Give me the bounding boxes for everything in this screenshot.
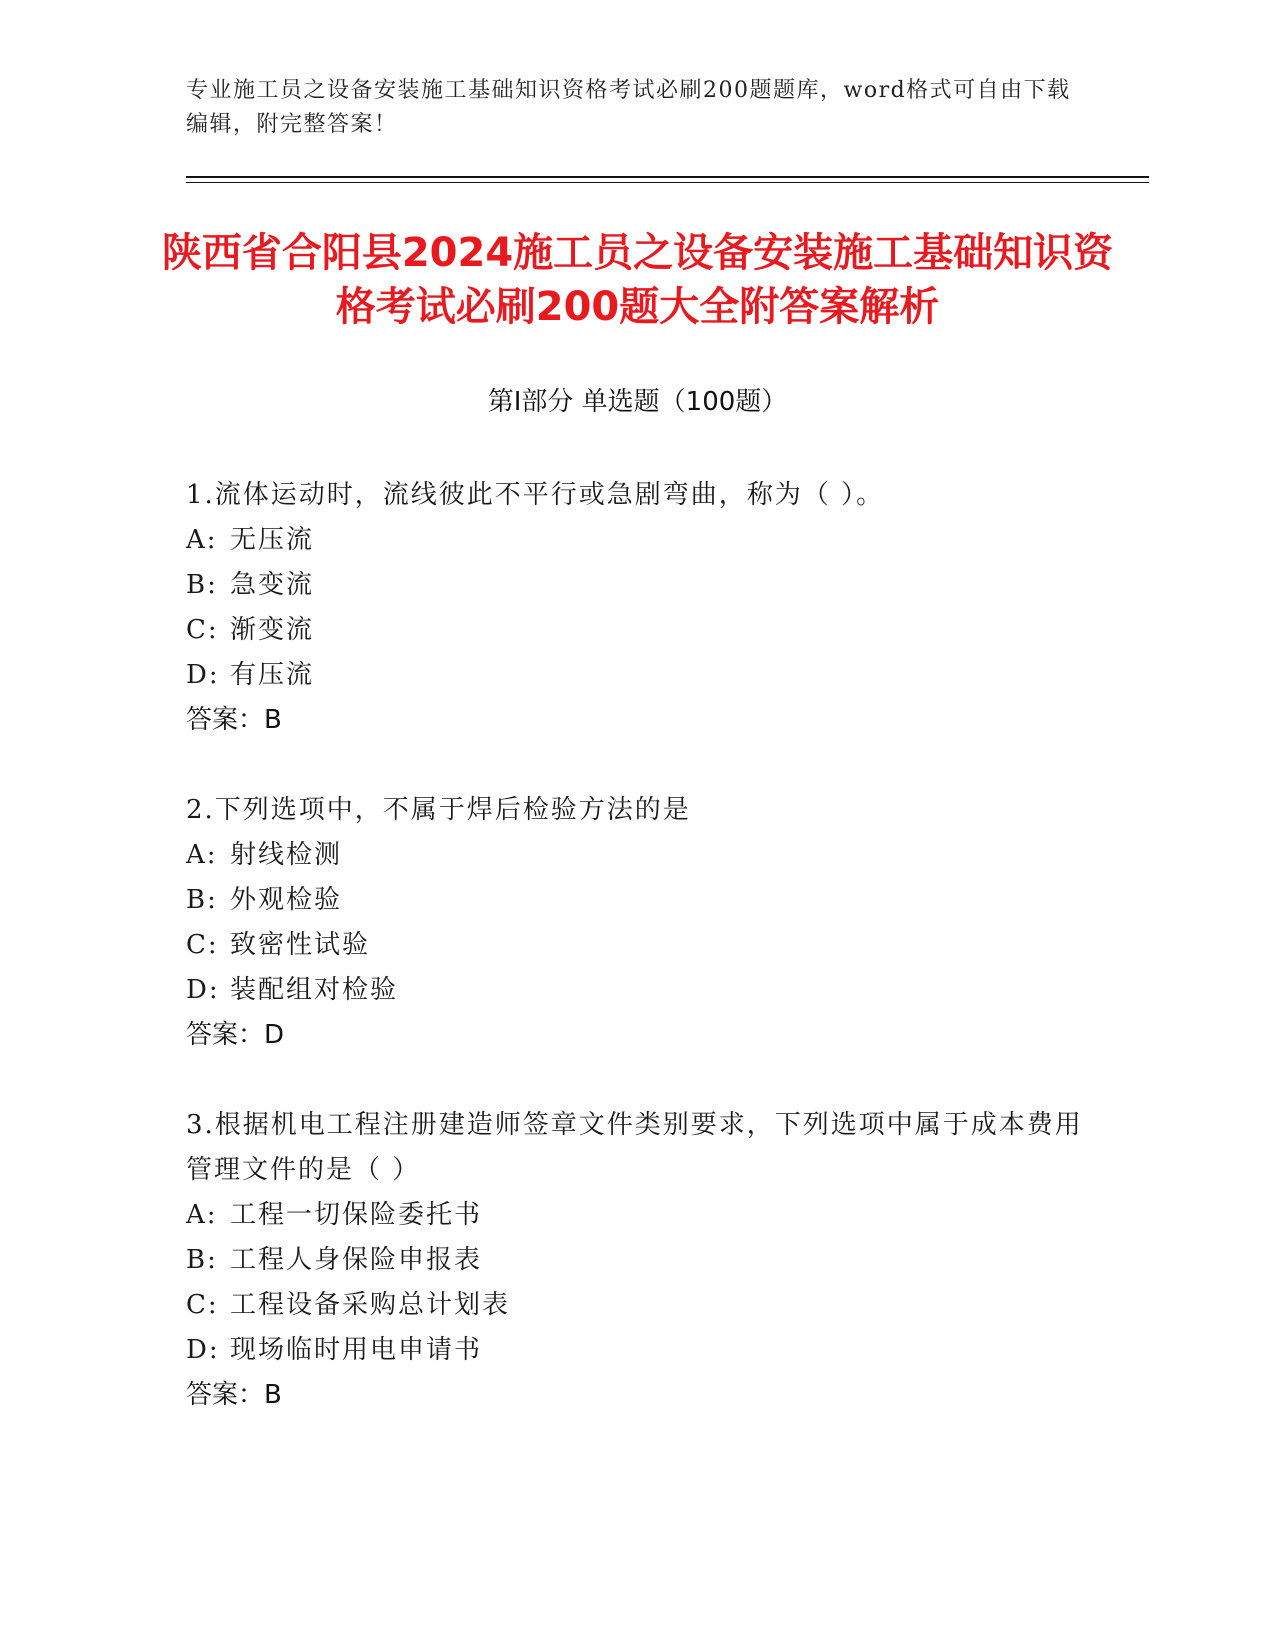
option-b [186,563,1086,608]
header-rule-thick [186,176,1149,178]
section-heading: 第Ⅰ部分 单选题（100题） [487,387,788,417]
option-a [186,833,1086,878]
option-text: 工程设备采购总计划表 [230,1290,511,1320]
option-d [186,968,1086,1013]
option-b [186,1238,1086,1283]
question-stem: 3.根据机电工程注册建造师签章文件类别要求，下列选项中属于成本费用管理文件的是（ ） [186,1110,1083,1185]
answer-line: 答案：B [186,705,282,735]
option-b [186,878,1086,923]
option-key: D: [186,660,220,690]
option-c [186,923,1086,968]
option-text: 有压流 [230,660,315,690]
option-key: B: [186,885,218,915]
option-a [186,518,1086,563]
option-key: A: [186,840,218,870]
option-d [186,1328,1086,1373]
option-text: 致密性试验 [230,930,371,960]
question-list [186,473,1086,1463]
option-text: 现场临时用电申请书 [230,1335,483,1365]
header-rule-thin [186,182,1149,183]
option-text: 射线检测 [230,840,343,870]
option-text: 渐变流 [230,615,315,645]
option-text: 工程一切保险委托书 [230,1200,483,1230]
option-c [186,608,1086,653]
option-key: C: [186,615,219,645]
header-note: 专业施工员之设备安装施工基础知识资格考试必刷200题题库，word格式可自由下载编辑，附完整答案！ [186,78,1071,137]
option-text: 外观检验 [230,885,343,915]
option-key: B: [186,570,218,600]
question-stem: 1.流体运动时，流线彼此不平行或急剧弯曲，称为（ ）。 [186,480,885,510]
answer-line: 答案：B [186,1380,282,1410]
option-key: D: [186,975,220,1005]
option-text: 急变流 [230,570,315,600]
option-text: 工程人身保险申报表 [230,1245,483,1275]
question-1 [186,473,1086,743]
option-text: 装配组对检验 [230,975,399,1005]
question-2 [186,788,1086,1058]
option-key: C: [186,930,219,960]
option-key: C: [186,1290,219,1320]
question-stem: 2.下列选项中，不属于焊后检验方法的是 [186,795,691,825]
option-key: A: [186,525,218,555]
option-a [186,1193,1086,1238]
document-title: 陕西省合阳县2024施工员之设备安装施工基础知识资格考试必刷200题大全附答案解析 [161,230,1114,330]
option-c [186,1283,1086,1328]
answer-line: 答案：D [186,1020,285,1050]
option-d [186,653,1086,698]
option-key: A: [186,1200,218,1230]
option-key: B: [186,1245,218,1275]
question-3 [186,1103,1086,1418]
option-key: D: [186,1335,220,1365]
option-text: 无压流 [230,525,315,555]
